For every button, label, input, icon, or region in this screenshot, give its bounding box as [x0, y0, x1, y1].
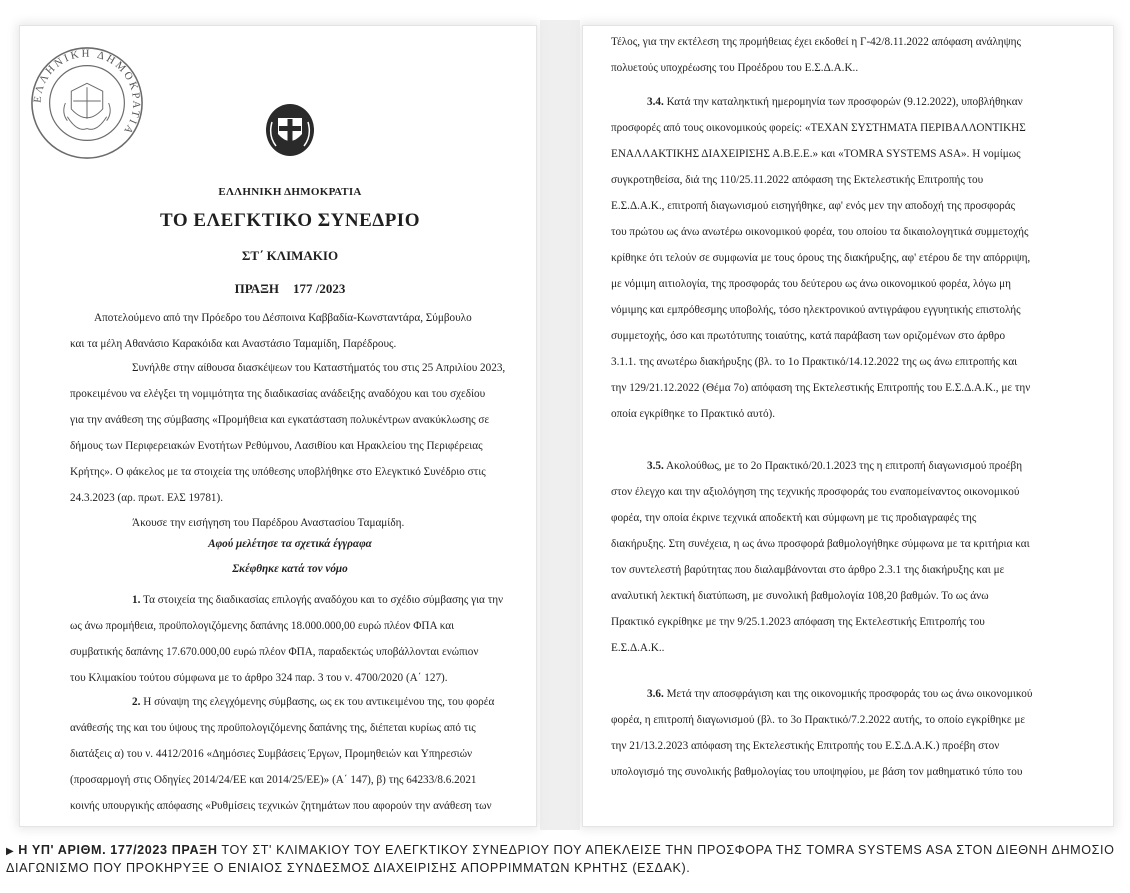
text-line: τον συντελεστή βαρύτητας που διαλαμβάνονται στο άρθρο 2.3.1 της διακήρυξης και με: [611, 564, 1005, 576]
text-line: διακήρυξης. Στη συνέχεια, η ως άνω προσφορά βαθμολογήθηκε σύμφωνα με τα κριτήρια και: [611, 538, 1030, 550]
text-span: Κατά την καταληκτική ημερομηνία των προσφορών (9.12.2022), υποβλήθηκαν: [666, 96, 1023, 108]
court-title: ΤΟ ΕΛΕΓΚΤΙΚΟ ΣΥΝΕΔΡΙΟ: [160, 210, 420, 231]
text-line: Συνήλθε στην αίθουσα διασκέψεων του Καταστήματός του στις 25 Απριλίου 2023,: [132, 362, 506, 374]
session-paragraph: [70, 355, 510, 511]
text-line: ανάθεσής της και του ύψους της προϋπολογιζόμενης δαπάνης της, διέπεται κυρίως από τις: [70, 722, 476, 734]
republic-heading: ΕΛΛΗΝΙΚΗ ΔΗΜΟΚΡΑΤΙΑ: [218, 186, 362, 198]
text-line: φορέα, η επιτροπή διαγωνισμού (βλ. το 3ο Πρακτικό/7.2.2022 αυτής, το οποίο εγκρίθηκε με: [611, 714, 1026, 726]
text-line: δήμους των Περιφερειακών Ενοτήτων Ρεθύμνου, Λασιθίου και Ηρακλείου της Περιφέρειας: [70, 440, 483, 452]
caption-lead: Η ΥΠ' ΑΡΙΘΜ. 177/2023 ΠΡΑΞΗ: [18, 843, 218, 857]
section-3-6: [611, 681, 1032, 785]
section-number: 3.6.: [647, 688, 664, 700]
text-line: Κρήτης». Ο φάκελος με τα στοιχεία της υπόθεσης υποβλήθηκε στο Ελεγκτικό Συνέδριο στις: [70, 466, 486, 478]
text-line: 24.3.2023 (αρ. πρωτ. ΕλΣ 19781).: [70, 492, 224, 504]
section-number: 3.4.: [647, 96, 664, 108]
text-line: [70, 689, 510, 715]
text-line: Ε.Σ.Δ.Α.Κ..: [611, 642, 665, 654]
text-line: ως άνω προμήθεια, προϋπολογιζόμενης δαπάνης 18.000.000,00 ευρώ πλέον ΦΠΑ και: [70, 620, 455, 632]
text-line: συμβατικής δαπάνης 17.670.000,00 ευρώ πλέον ΦΠΑ, παραδεκτώς υποβάλλονται ενώπιον: [70, 646, 479, 658]
text-line: Ε.Σ.Δ.Α.Κ., επιτροπή διαγωνισμού εισηγήθηκε, αφ' ενός μεν την αποδοχή της προσφοράς: [611, 200, 1015, 212]
text-line: κοινής υπουργικής απόφασης «Ρυθμίσεις τεχνικών ζητημάτων που αφορούν την ανάθεση των: [70, 800, 492, 812]
text-line: [611, 453, 1030, 479]
intro-paragraph: [70, 305, 510, 357]
text-line: [611, 681, 1032, 707]
document-page-left: [20, 26, 536, 826]
heading-law: Σκέφθηκε κατά τον νόμο: [232, 563, 348, 575]
text-line: του πρώτου ως άνω ανωτέρω οικονομικού φορέα, του οποίου τα δικαιολογητικά συμμετοχής: [611, 226, 1029, 238]
text-span: Μετά την αποσφράγιση και της οικονομικής προσφοράς του ως άνω οικονομικού: [666, 688, 1033, 700]
caption-arrow-icon: ▶: [6, 846, 15, 857]
text-line: Αποτελούμενο από την Πρόεδρο του Δέσποινα Καββαδία-Κωνσταντάρα, Σύμβουλο: [94, 312, 472, 324]
text-line: οποία εγκρίθηκε το Πρακτικό αυτό).: [611, 408, 776, 420]
text-line: για την ανάθεση της σύμβασης «Προμήθεια και εγκατάσταση πολυκέντρων ανακύκλωσης σε: [70, 414, 490, 426]
section-3-4: [611, 89, 1030, 427]
paragraph-2: [70, 689, 510, 819]
page-gutter: [540, 20, 580, 830]
text-line: προσφορές από τους οικονομικούς φορείς: «ΤΕΧΑΝ ΣΥΣΤΗΜΑΤΑ ΠΕΡΙΒΑΛΛΟΝΤΙΚΗΣ: [611, 122, 1026, 134]
act-label: ΠΡΑΞΗ: [234, 281, 280, 296]
text-line: την 21/13.2.2023 απόφαση της Εκτελεστικής Επιτροπής του Ε.Σ.Δ.Α.Κ.) προέβη στον: [611, 740, 1000, 752]
text-span: Τα στοιχεία της διαδικασίας επιλογής αναδόχου και το σχέδιο σύμβασης για την: [143, 594, 504, 606]
text-line: προκειμένου να ελέγξει τη νομιμότητα της διαδικασίας ανάδειξης αναδόχου και του σχεδίου: [70, 388, 486, 400]
text-span: Ακολούθως, με το 2ο Πρακτικό/20.1.2023 της η επιτροπή διαγωνισμού προέβη: [665, 460, 1023, 472]
paragraph-number: 1.: [132, 594, 141, 606]
text-line: νόμιμης και εμπρόθεσμης υποβολής, τόσο ηλεκτρονικού αντιγράφου εγγυητικής επιστολής: [611, 304, 1021, 316]
text-line: Πρακτικό εγκρίθηκε με την 9/25.1.2023 απόφαση της Εκτελεστικής Επιτροπής του: [611, 616, 985, 628]
seal-ring-text: ΕΛΛΗΝΙΚΗ ΔΗΜΟΚΡΑΤΙΑ: [31, 47, 143, 139]
text-line: ΕΝΑΛΛΑΚΤΙΚΗΣ ΔΙΑΧΕΙΡΙΣΗΣ Α.Β.Ε.Ε.» και «TOMRA SYSTEMS ASA». Η νομίμως: [611, 148, 1021, 160]
text-line: συμμετοχής, όσο και πρωτότυπης τοιαύτης, κατά παράβαση των οριζομένων στο άρθρο: [611, 330, 1006, 342]
text-line: υπολογισμό της συνολικής βαθμολογίας του υποψηφίου, με βάση τον μαθηματικό τύπο του: [611, 766, 1023, 778]
greek-emblem-icon: [264, 102, 316, 158]
text-line: Τέλος, για την εκτέλεση της προμήθειας έχει εκδοθεί η Γ-42/8.11.2022 απόφαση ανάληψης: [611, 36, 1021, 48]
top-paragraph: [607, 29, 1021, 81]
text-line: και τα μέλη Αθανάσιο Καρακόιδα και Αναστάσιο Ταμαμίδη, Παρέδρους.: [70, 338, 397, 350]
caption-text: ΤΟΥ ΣΤ' ΚΛΙΜΑΚΙΟΥ ΤΟΥ ΕΛΕΓΚΤΙΚΟΥ ΣΥΝΕΔΡΙΟΥ ΠΟΥ ΑΠΕΚΛΕΙΣΕ ΤΗΝ ΠΡΟΣΦΟΡΑ ΤΗΣ TOMRA SYSTEMS ASA ΣΤΟΝ ΔΙΕΘΝΗ ΔΗΜΟΣΙΟ ΔΙΑΓΩΝΙΣΜΟ ΠΟΥ ΠΡΟΚΗΡΥΞΕ Ο ΕΝΙΑΙΟΣ ΣΥΝΔΕΣΜΟΣ ΔΙΑΧΕΙΡΙΣΗΣ ΑΠΟΡΡΙΜΜΑΤΩΝ ΚΡΗΤΗΣ (ΕΣΔΑΚ).: [6, 843, 1115, 875]
text-line: 3.1.1. της ανωτέρω διακήρυξης (βλ. το 1ο Πρακτικό/14.12.2022 της ως άνω επιτροπής και: [611, 356, 1018, 368]
text-line: [70, 587, 510, 613]
text-line: διατάξεις α) του ν. 4412/2016 «Δημόσιες Συμβάσεις Έργων, Προμηθειών και Υπηρεσιών: [70, 748, 473, 760]
text-line: κρίθηκε ότι τελούν σε συμφωνία με τους όρους της διακήρυξης, αφ' ετέρου δε την απόρριψη,: [611, 252, 1031, 264]
text-line: πολυετούς υποχρέωσης του Προέδρου του Ε.Σ.Δ.Α.Κ..: [611, 62, 859, 74]
section-number: 3.5.: [647, 460, 664, 472]
act-number: 177 /2023: [293, 281, 346, 296]
text-line: συγκροτηθείσα, διά της 110/25.11.2022 απόφαση της Εκτελεστικής Επιτροπής του: [611, 174, 984, 186]
act-heading: [20, 281, 560, 297]
text-span: Η σύναψη της ελεγχόμενης σύμβασης, ως εκ του αντικειμένου της, του φορέα: [143, 696, 495, 708]
chamber-heading: ΣΤ΄ ΚΛΙΜΑΚΙΟ: [241, 248, 339, 263]
text-line: αναλυτική λεκτική διατύπωση, με συνολική βαθμολογία 108,20 βαθμών. Το ως άνω: [611, 590, 989, 602]
figure-caption: [6, 842, 1126, 877]
text-line: με νόμιμη αιτιολογία, της προσφοράς του δεύτερου ως άνω οικονομικού φορέα, λόγω μη: [611, 278, 1011, 290]
text-line: στον έλεγχο και την αξιολόγηση της τεχνικής προσφοράς του εναπομείναντος οικονομικού: [611, 486, 1020, 498]
text-line: του Κλιμακίου τούτου σύμφωνα με το άρθρο 324 παρ. 3 του ν. 4700/2020 (Α΄ 127).: [70, 672, 448, 684]
text-line: φορέα, την οποία έκρινε τεχνικά αποδεκτή και σύμφωνη με τις προδιαγραφές της: [611, 512, 977, 524]
text-line: την 129/21.12.2022 (Θέμα 7ο) απόφαση της Εκτελεστικής Επιτροπής του Ε.Σ.Δ.Α.Κ., με την: [611, 382, 1031, 394]
heading-documents: Αφού μελέτησε τα σχετικά έγγραφα: [208, 538, 372, 550]
official-seal: [28, 44, 146, 162]
paragraph-number: 2.: [132, 696, 141, 708]
heard-line: Άκουσε την εισήγηση του Παρέδρου Αναστασίου Ταμαμίδη.: [132, 517, 405, 529]
text-line: (προσαρμογή στις Οδηγίες 2014/24/ΕΕ και 2014/25/ΕΕ)» (Α΄ 147), β) της 64233/8.6.2021: [70, 774, 477, 786]
text-line: [611, 89, 1030, 115]
section-3-5: [611, 453, 1030, 661]
document-page-right: [583, 26, 1113, 826]
paragraph-1: [70, 587, 510, 691]
